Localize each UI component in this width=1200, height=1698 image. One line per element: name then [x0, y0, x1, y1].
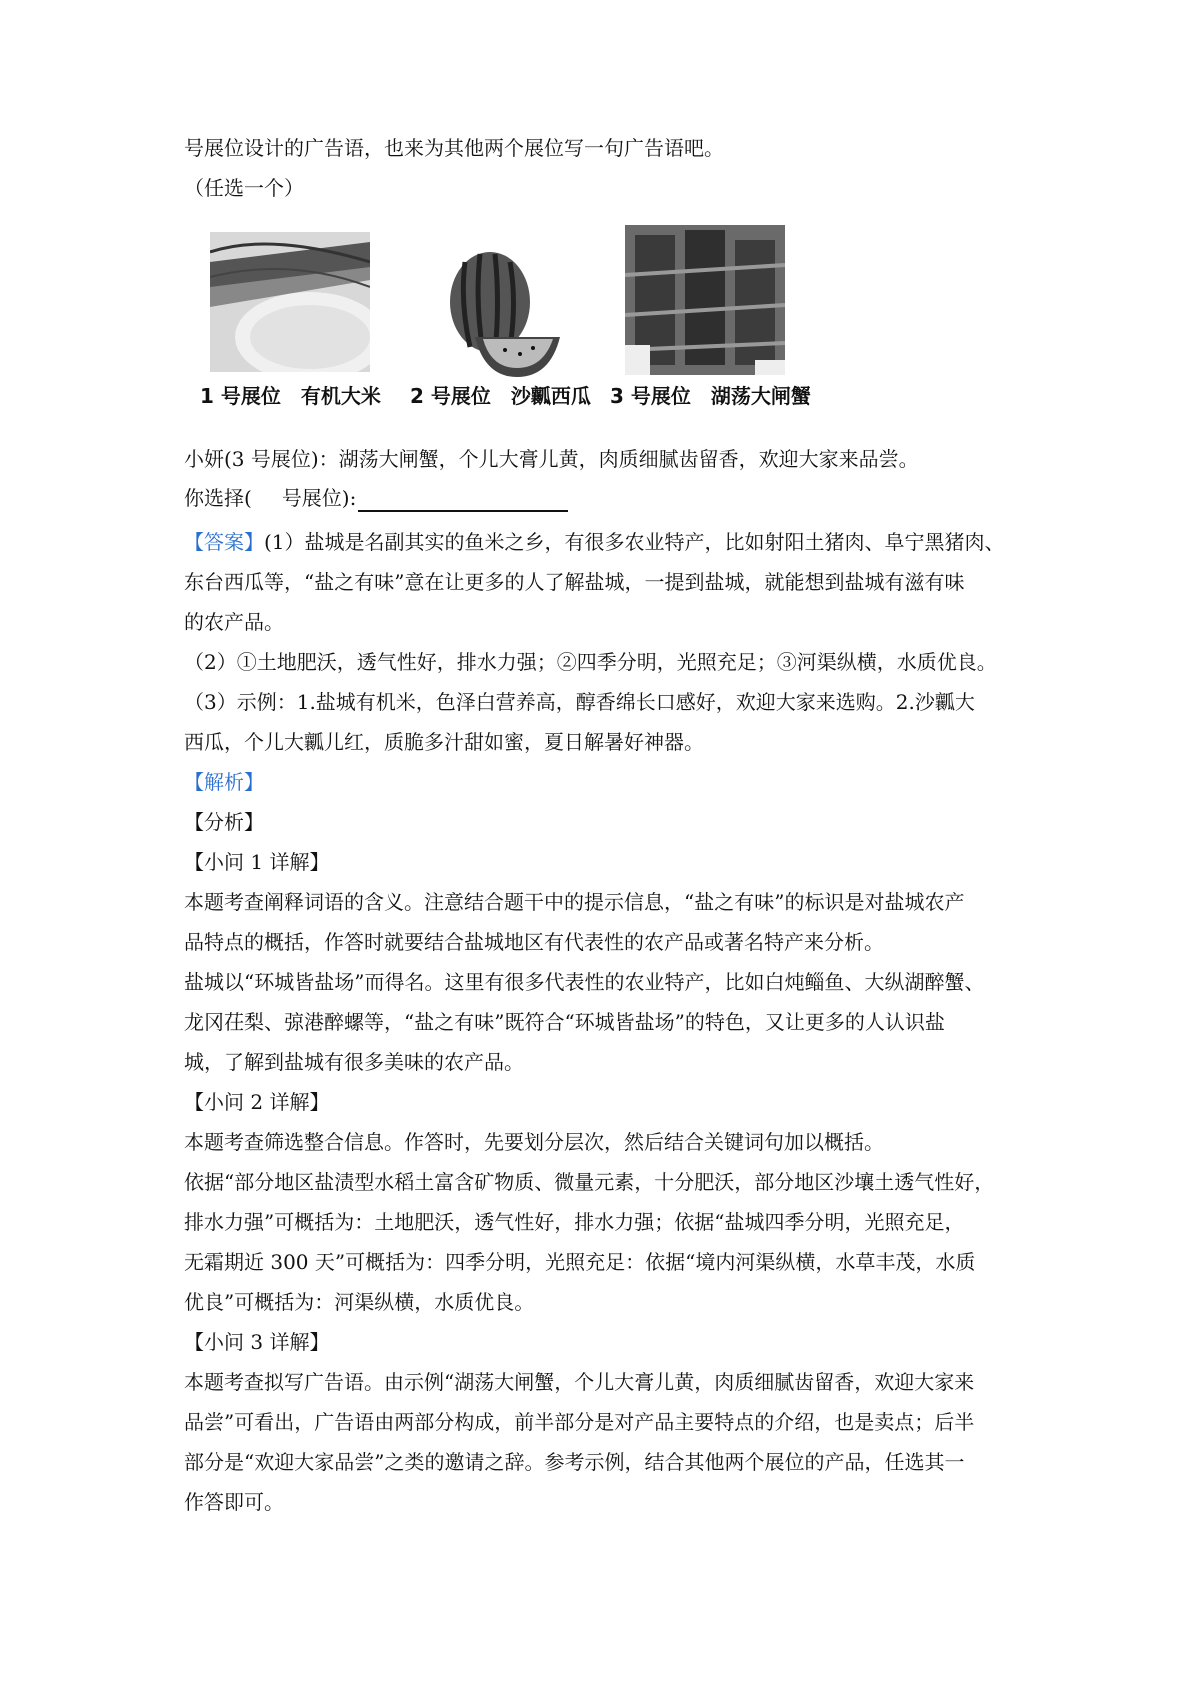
q3-line-a: 本题考查拟写广告语。由示例“湖荡大闸蟹，个儿大膏儿黄，肉质细腻齿留香，欢迎大家来 [184, 1370, 975, 1394]
xiaoyan-line: 小妍(3 号展位)：湖荡大闸蟹，个儿大膏儿黄，肉质细腻齿留香，欢迎大家来品尝。 [184, 447, 919, 471]
choose-line [184, 484, 1034, 512]
q2-line-a: 本题考查筛选整合信息。作答时，先要划分层次，然后结合关键词句加以概括。 [184, 1130, 884, 1154]
caption-booth-3: 3 号展位 湖荡大闸蟹 [610, 384, 811, 408]
watermelon-image [435, 242, 565, 382]
q3-heading: 【小问 3 详解】 [184, 1330, 330, 1354]
choose-prefix: 你选择( [184, 486, 252, 510]
caption-booth-1: 1 号展位 有机大米 [200, 384, 381, 408]
answer-tag: 【答案】 [184, 530, 264, 554]
q2-line-b: 依据“部分地区盐渍型水稻土富含矿物质、微量元素，十分肥沃，部分地区沙壤土透气性好， [184, 1170, 995, 1194]
caption-booth-2: 2 号展位 沙瓤西瓜 [410, 384, 591, 408]
q1-line-e: 城，了解到盐城有很多美味的农产品。 [184, 1050, 524, 1074]
answer-line-3: 的农产品。 [184, 610, 284, 634]
q1-heading: 【小问 1 详解】 [184, 850, 330, 874]
answer-line-5: （3）示例：1.盐城有机米，色泽白营养高，醇香绵长口感好，欢迎大家来选购。2.沙瓤大 [184, 690, 975, 714]
jiexi-heading: 【解析】 [184, 770, 264, 794]
rice-image [210, 232, 370, 372]
choose-suffix: 号展位): [281, 486, 357, 510]
q1-line-b: 品特点的概括，作答时就要结合盐城地区有代表性的农产品或著名特产来分析。 [184, 930, 884, 954]
answer-line-4: （2）①土地肥沃，透气性好，排水力强；②四季分明，光照充足；③河渠纵横，水质优良。 [184, 650, 997, 674]
answer-text-1: (1）盐城是名副其实的鱼米之乡，有很多农业特产，比如射阳土猪肉、阜宁黑猪肉、 [264, 530, 1005, 554]
answer-line-2: 东台西瓜等，“盐之有味”意在让更多的人了解盐城，一提到盐城，就能想到盐城有滋有味 [184, 570, 965, 594]
intro-line-2: （任选一个） [184, 176, 304, 200]
q2-heading: 【小问 2 详解】 [184, 1090, 330, 1114]
q3-line-d: 作答即可。 [184, 1490, 284, 1514]
q1-line-a: 本题考查阐释词语的含义。注意结合题干中的提示信息，“盐之有味”的标识是对盐城农产 [184, 890, 965, 914]
answer-blank[interactable] [358, 488, 568, 512]
q2-line-d: 无霜期近 300 天”可概括为：四季分明，光照充足：依据“境内河渠纵横，水草丰茂，水质 [184, 1250, 976, 1274]
q3-line-b: 品尝”可看出，广告语由两部分构成，前半部分是对产品主要特点的介绍，也是卖点；后半 [184, 1410, 975, 1434]
fenxi-heading: 【分析】 [184, 810, 264, 834]
intro-line-1: 号展位设计的广告语，也来为其他两个展位写一句广告语吧。 [184, 136, 724, 160]
answer-line-1 [184, 528, 1034, 556]
booth-images [200, 240, 910, 440]
q1-line-d: 龙冈茌梨、弶港醉螺等，“盐之有味”既符合“环城皆盐场”的特色，又让更多的人认识盐 [184, 1010, 945, 1034]
q1-line-c: 盐城以“环城皆盐场”而得名。这里有很多代表性的农业特产，比如白炖鲻鱼、大纵湖醉蟹、 [184, 970, 985, 994]
answer-line-6: 西瓜，个儿大瓤儿红，质脆多汁甜如蜜，夏日解暑好神器。 [184, 730, 704, 754]
q3-line-c: 部分是“欢迎大家品尝”之类的邀请之辞。参考示例，结合其他两个展位的产品，任选其一 [184, 1450, 965, 1474]
q2-line-e: 优良”可概括为：河渠纵横，水质优良。 [184, 1290, 535, 1314]
crab-image [625, 225, 785, 375]
q2-line-c: 排水力强”可概括为：土地肥沃，透气性好，排水力强；依据“盐城四季分明，光照充足， [184, 1210, 965, 1234]
